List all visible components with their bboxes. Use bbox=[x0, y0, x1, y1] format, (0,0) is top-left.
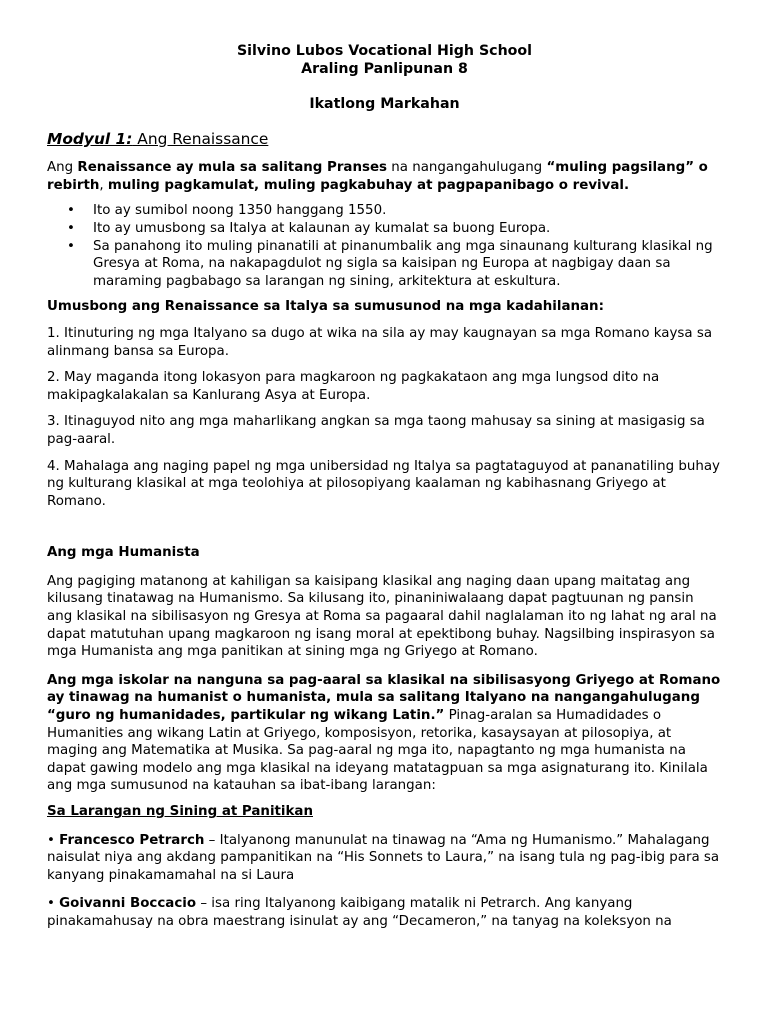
scholars-paragraph bbox=[47, 672, 722, 795]
scholars-bold: Ang mga iskolar na nanguna sa pag-aaral sa klasikal na sibilisasyong Griyego at Romano ay tinawag na humanist o humanista, mula sa salitang Italyano na nangangahulugang “guro ng humanidades, partikular ng wikang Latin.” bbox=[47, 672, 721, 724]
reason-item: 2. May maganda itong lokasyon para magkaroon ng pagkakataon ang mga lungsod dito na makipagkalakalan sa Kanlurang Asya at Europa. bbox=[47, 370, 660, 403]
reasons-heading: Umusbong ang Renaissance sa Italya sa sumusunod na mga kadahilanan: bbox=[47, 299, 604, 315]
reason-item: 4. Mahalaga ang naging papel ng mga unibersidad ng Italya sa pagtataguyod at pananatiling buhay ng kulturang klasikal at mga teolohiya at pilosopiyang kaalaman ng kabihasnang Griyego at Romano. bbox=[47, 458, 720, 509]
petrarch-paragraph bbox=[47, 832, 722, 885]
module-label: Modyul 1: bbox=[47, 129, 133, 148]
intro-bold: “muling pagsilang” o rebirth bbox=[47, 160, 708, 193]
humanists-paragraph: Ang pagiging matanong at kahiligan sa kaisipang klasikal ang naging daan upang maitatag ang kilusang tinatawag na Humanismo. Sa kilusang ito, pinaniniwalaang dapat pagtuunan ng pansin ang klasikal na sibilisasyon ng Gresya at Roma sa pagaaral dahil naglalaman ito ng lahat ng aral na dapat matutuhan upang magkaroon ng isang moral at epektibong buhay. Nagsilbing inspirasyon sa mga Humanista ang mga panitikan at sining mga ng Griyego at Romano. bbox=[47, 573, 717, 660]
intro-text: , bbox=[99, 177, 108, 193]
list-item: • Sa panahong ito muling pinanatili at pinanumbalik ang mga sinaunang kulturang klasikal ng Gresya at Roma, na nakapagdulot ng sigla sa kaisipan ng Europa at nagbigay daan sa maraming pagbabago sa larangan ng sining, arkitektura at eskultura. bbox=[93, 238, 722, 291]
arts-heading: Sa Larangan ng Sining at Panitikan bbox=[47, 804, 313, 819]
humanists-heading: Ang mga Humanista bbox=[47, 545, 200, 561]
quarter-title: Ikatlong Markahan bbox=[309, 96, 460, 112]
intro-paragraph bbox=[47, 159, 722, 194]
boccacio-paragraph bbox=[47, 895, 722, 930]
bullet-list bbox=[47, 202, 722, 290]
intro-bold: Renaissance ay mula sa salitang Pranses bbox=[77, 160, 388, 176]
module-title bbox=[47, 131, 722, 149]
reason-item: 1. Itinuturing ng mga Italyano sa dugo at wika na sila ay may kaugnayan sa mga Romano kaysa sa alinmang bansa sa Europa. bbox=[47, 325, 713, 359]
intro-text: na nangangahulugang bbox=[387, 160, 547, 176]
spacer bbox=[47, 510, 722, 537]
bullet-glyph: • bbox=[47, 832, 60, 848]
module-name: Ang Renaissance bbox=[132, 129, 269, 148]
reason-item: 3. Itinaguyod nito ang mga maharlikang angkan sa mga taong mahusay sa sining at masigasig sa pag-aaral. bbox=[47, 414, 705, 447]
intro-bold: muling pagkamulat, muling pagkabuhay at pagpapanibago o revival. bbox=[107, 177, 630, 193]
boccacio-text: – isa ring Italyanong kaibigang matalik ni Petrarch. Ang kanyang pinakamahusay na obra maestrang isinulat ay ang “Decameron,” na tanyag na koleksyon na bbox=[47, 896, 672, 929]
subject-title: Araling Panlipunan 8 bbox=[301, 61, 468, 77]
bullet-glyph: • bbox=[47, 896, 60, 912]
list-item: • Ito ay umusbong sa Italya at kalaunan ay kumalat sa buong Europa. bbox=[93, 220, 722, 238]
petrarch-name: Francesco Petrarch bbox=[59, 832, 205, 848]
petrarch-text: – Italyanong manunulat na tinawag na “Ama ng Humanismo.” Mahalagang naisulat niya ang akdang pampanitikan na “His Sonnets to Laura,” na isang tula ng pag-ibig para sa kanyang pinakamamahal na si Laura bbox=[47, 832, 720, 883]
school-name: Silvino Lubos Vocational High School bbox=[236, 43, 533, 59]
scholars-text: Pinag-aralan sa Humadidades o Humanities ang wikang Latin at Griyego, komposisyon, retorika, kasaysayan at pilosopiya, at maging ang Matematika at Musika. Sa pag-aaral ng mga ito, napagtanto ng mga humanista na dapat gawing modelo ang mga klasikal na ideyang matatagpuan sa mga asignaturang ito. Kinilala ang mga sumusunod na katauhan sa ibat-ibang larangan: bbox=[47, 708, 708, 794]
boccacio-name: Goivanni Boccacio bbox=[59, 896, 197, 912]
list-item: • Ito ay sumibol noong 1350 hanggang 1550. bbox=[93, 202, 722, 220]
intro-text: Ang bbox=[47, 160, 78, 176]
